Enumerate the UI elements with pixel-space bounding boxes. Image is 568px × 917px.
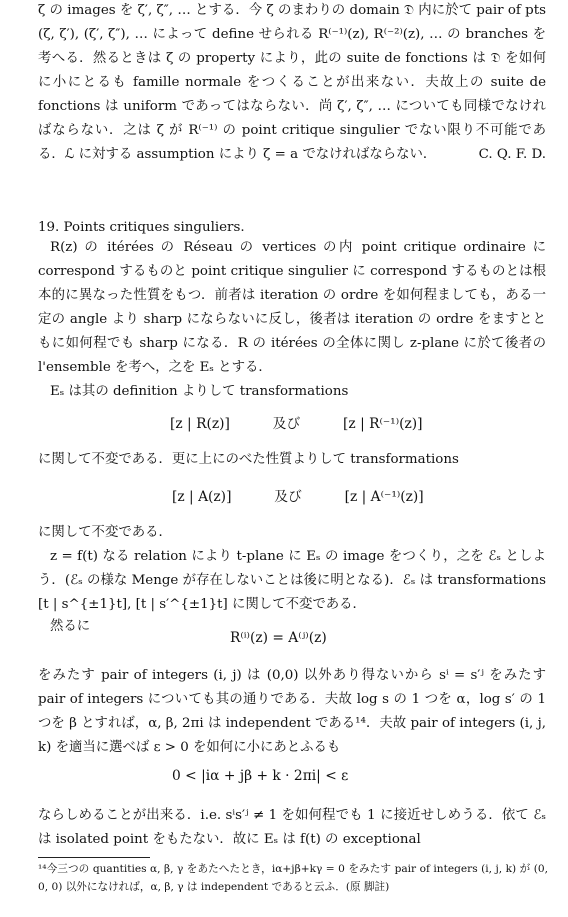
paragraph-vertices: R(z) の itérées の Réseau の vertices の内 point critique ordinaire に correspond するものと point critique singulier に correspond するものとは根本的に異なった性質をもつ．前者は iteration の ordre を如何程ましても，ある一定の angle より sharp にならないに反し，後者は iteration の ordre をますとともに如何程でも sharp になる．R の itérées の全体に関し z-plane に於て後者の l'ensemble を考へ，之を Eₛ とする．: [38, 240, 546, 375]
paragraph-invariance-2: に関して不変である．: [38, 525, 172, 540]
formula-transform-a: [z | A(z)] 及び [z | A⁽⁻¹⁾(z)]: [172, 489, 424, 505]
qed-mark: C. Q. F. D.: [478, 147, 546, 162]
paragraph-integers: をみたす pair of integers (i, j) は (0,0) 以外あり得ないから sⁱ = s′ʲ をみたす pair of integers についても其の通りである．夫故 log s の 1 つを α，log s′ の 1 つを β とすれば，α, β, 2πi は independent である¹⁴．夫故 pair of integers (i, j, k) を適当に選べば ε > 0 を如何に小にあとふるも: [38, 668, 546, 755]
section-heading: 19. Points critiques singuliers.: [38, 220, 245, 235]
formula-iterate-equality: R⁽ⁱ⁾(z) = A⁽ʲ⁾(z): [230, 630, 327, 646]
paragraph-proof-conclusion: ζ の images を ζ′, ζ″, … とする．今 ζ のまわりの domain 𝔇 内に於て pair of pts (ζ, ζ′), (ζ′, ζ″), … によって define せられる R⁽⁻¹⁾(z), R⁽⁻²⁾(z), … の branches を考へる．然るときは ζ の property により，此の suite de fonctions は 𝔇 を如何に小にとるも famille normale をつくることが出来ない．夫故上の suite de fonctions は uniform であってはならない．尚 ζ′, ζ″, … についても同様でなければならない．之は ζ が R⁽⁻¹⁾ の point critique singulier でない限り不可能である．ℒ に対する assumption により ζ = a でなければならない． C. Q. F. D.: [38, 0, 546, 167]
paragraph-definition: Eₛ は其の definition よりして transformations: [50, 384, 349, 399]
paragraph-however: 然るに: [50, 619, 91, 634]
formula-transform-r: [z | R(z)] 及び [z | R⁽⁻¹⁾(z)]: [170, 416, 423, 432]
paragraph-isolated-point: ならしめることが出来る．i.e. sⁱs′ʲ ≠ 1 を如何程でも 1 に接近せしめうる．依て ℰₛ は isolated point をもたない．故に Eₛ は f(t) の exceptional: [38, 808, 546, 847]
formula-inequality: 0 < |iα + jβ + k · 2πi| < ε: [172, 768, 349, 784]
footnote-rule: [38, 857, 150, 858]
paragraph-image-relation: z = f(t) なる relation により t-plane に Eₛ の image をつくり，之を ℰₛ としよう．(ℰₛ の様な Menge が存在しないことは後に明となる)．ℰₛ は transformations [t | s^{±1}t], [t | s′^{±1}t] に関して不変である．: [38, 549, 546, 612]
paragraph-invariance-1: に関して不変である．更に上にのべた性質よりして transformations: [38, 452, 459, 467]
footnote-14: ¹⁴今三つの quantities α, β, γ をあたへたとき，iα+jβ+kγ = 0 をみたす pair of integers (i, j, k) が (0, 0, 0) 以外になければ，α, β, γ は independent であると云ふ．(原 脚註): [38, 863, 548, 893]
